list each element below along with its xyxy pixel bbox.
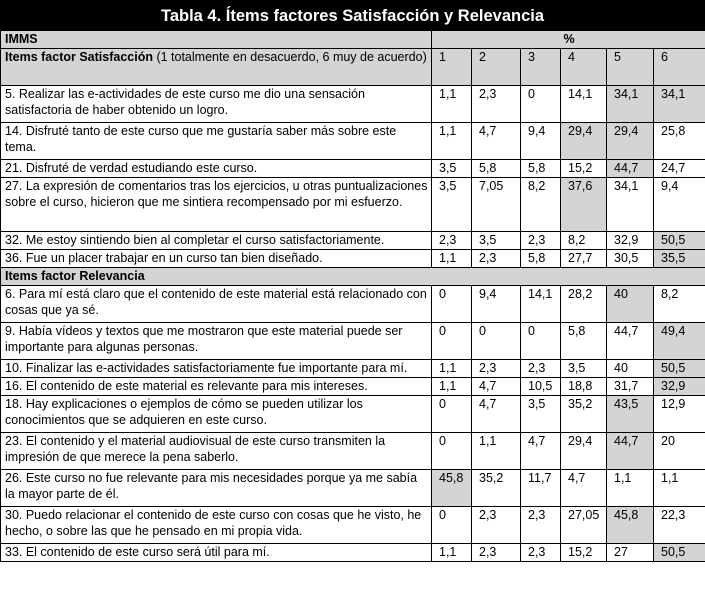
percent-cell-2: 2,3 xyxy=(472,250,521,268)
percent-cell-4: 35,2 xyxy=(561,396,607,433)
item-text: 6. Para mí está claro que el contenido de este material está relacionado con cosas que ya sé. xyxy=(1,286,432,323)
table-row xyxy=(1,160,705,178)
scale-4: 4 xyxy=(561,49,607,86)
percent-cell-2: 2,3 xyxy=(472,360,521,378)
percent-cell-5: 30,5 xyxy=(607,250,654,268)
percent-cell-3: 0 xyxy=(521,86,561,123)
percent-cell-1: 3,5 xyxy=(432,160,472,178)
percent-cell-5: 45,8 xyxy=(607,507,654,544)
table-row xyxy=(1,378,705,396)
percent-cell-1: 0 xyxy=(432,396,472,433)
percent-cell-5: 44,7 xyxy=(607,323,654,360)
percent-cell-4: 29,4 xyxy=(561,433,607,470)
percent-cell-5: 31,7 xyxy=(607,378,654,396)
percent-cell-1: 45,8 xyxy=(432,470,472,507)
percent-cell-6: 1,1 xyxy=(654,470,705,507)
percent-cell-3: 14,1 xyxy=(521,286,561,323)
percent-cell-4: 5,8 xyxy=(561,323,607,360)
percent-cell-1: 1,1 xyxy=(432,123,472,160)
percent-cell-5: 40 xyxy=(607,360,654,378)
percent-cell-1: 1,1 xyxy=(432,250,472,268)
percent-cell-6: 50,5 xyxy=(654,360,705,378)
percent-cell-4: 3,5 xyxy=(561,360,607,378)
item-text: 36. Fue un placer trabajar en un curso tan bien diseñado. xyxy=(1,250,432,268)
percent-cell-3: 9,4 xyxy=(521,123,561,160)
header-row xyxy=(1,31,705,49)
percent-cell-6: 20 xyxy=(654,433,705,470)
table-row xyxy=(1,250,705,268)
table-row xyxy=(1,360,705,378)
scale-5: 5 xyxy=(607,49,654,86)
percent-cell-6: 34,1 xyxy=(654,86,705,123)
percent-cell-1: 1,1 xyxy=(432,544,472,562)
percent-cell-4: 29,4 xyxy=(561,123,607,160)
percent-cell-6: 32,9 xyxy=(654,378,705,396)
section-relevance-row xyxy=(1,268,705,286)
item-text: 21. Disfruté de verdad estudiando este curso. xyxy=(1,160,432,178)
percent-cell-5: 32,9 xyxy=(607,232,654,250)
percent-cell-4: 14,1 xyxy=(561,86,607,123)
percent-cell-5: 40 xyxy=(607,286,654,323)
header-percent: % xyxy=(432,31,705,49)
item-text: 10. Finalizar las e-actividades satisfactoriamente fue importante para mí. xyxy=(1,360,432,378)
percent-cell-1: 3,5 xyxy=(432,178,472,232)
percent-cell-3: 5,8 xyxy=(521,160,561,178)
percent-cell-3: 5,8 xyxy=(521,250,561,268)
percent-cell-6: 8,2 xyxy=(654,286,705,323)
percent-cell-2: 4,7 xyxy=(472,396,521,433)
percent-cell-2: 1,1 xyxy=(472,433,521,470)
percent-cell-3: 2,3 xyxy=(521,232,561,250)
percent-cell-4: 15,2 xyxy=(561,160,607,178)
percent-cell-2: 9,4 xyxy=(472,286,521,323)
table-row xyxy=(1,123,705,160)
percent-cell-4: 4,7 xyxy=(561,470,607,507)
percent-cell-1: 0 xyxy=(432,286,472,323)
percent-cell-2: 2,3 xyxy=(472,507,521,544)
table-row xyxy=(1,323,705,360)
table-row xyxy=(1,544,705,562)
percent-cell-5: 44,7 xyxy=(607,160,654,178)
percent-cell-2: 2,3 xyxy=(472,544,521,562)
percent-cell-6: 12,9 xyxy=(654,396,705,433)
item-text: 33. El contenido de este curso será útil para mí. xyxy=(1,544,432,562)
percent-cell-2: 5,8 xyxy=(472,160,521,178)
section-satisfaction-row xyxy=(1,49,705,86)
section-satisfaction-title: Items factor Satisfacción xyxy=(5,50,153,64)
scale-1: 1 xyxy=(432,49,472,86)
percent-cell-5: 34,1 xyxy=(607,178,654,232)
percent-cell-3: 8,2 xyxy=(521,178,561,232)
percent-cell-2: 0 xyxy=(472,323,521,360)
item-text: 18. Hay explicaciones o ejemplos de cómo se pueden utilizar los conocimientos que se adquieren en este curso. xyxy=(1,396,432,433)
table-row xyxy=(1,507,705,544)
section-relevance-label: Items factor Relevancia xyxy=(1,268,705,286)
table-row xyxy=(1,286,705,323)
percent-cell-3: 3,5 xyxy=(521,396,561,433)
percent-cell-3: 2,3 xyxy=(521,544,561,562)
item-text: 32. Me estoy sintiendo bien al completar el curso satisfactoriamente. xyxy=(1,232,432,250)
table-title: Tabla 4. Ítems factores Satisfacción y Relevancia xyxy=(0,0,705,30)
scale-3: 3 xyxy=(521,49,561,86)
percent-cell-5: 43,5 xyxy=(607,396,654,433)
percent-cell-3: 10,5 xyxy=(521,378,561,396)
percent-cell-2: 4,7 xyxy=(472,378,521,396)
percent-cell-3: 0 xyxy=(521,323,561,360)
percent-cell-6: 35,5 xyxy=(654,250,705,268)
percent-cell-5: 1,1 xyxy=(607,470,654,507)
percent-cell-2: 7,05 xyxy=(472,178,521,232)
percent-cell-4: 28,2 xyxy=(561,286,607,323)
percent-cell-6: 22,3 xyxy=(654,507,705,544)
percent-cell-3: 4,7 xyxy=(521,433,561,470)
percent-cell-6: 9,4 xyxy=(654,178,705,232)
table-row xyxy=(1,470,705,507)
item-text: 9. Había vídeos y textos que me mostraron que este material puede ser importante para algunas personas. xyxy=(1,323,432,360)
percent-cell-2: 3,5 xyxy=(472,232,521,250)
percent-cell-2: 2,3 xyxy=(472,86,521,123)
percent-cell-1: 0 xyxy=(432,433,472,470)
percent-cell-6: 50,5 xyxy=(654,232,705,250)
percent-cell-4: 37,6 xyxy=(561,178,607,232)
percent-cell-4: 18,8 xyxy=(561,378,607,396)
percent-cell-1: 1,1 xyxy=(432,378,472,396)
percent-cell-4: 15,2 xyxy=(561,544,607,562)
item-text: 5. Realizar las e-actividades de este curso me dio una sensación satisfactoria de haber obtenido un logro. xyxy=(1,86,432,123)
table-body xyxy=(1,31,705,562)
scale-6: 6 xyxy=(654,49,705,86)
percent-cell-6: 49,4 xyxy=(654,323,705,360)
percent-cell-6: 50,5 xyxy=(654,544,705,562)
percent-cell-5: 27 xyxy=(607,544,654,562)
item-text: 14. Disfruté tanto de este curso que me gustaría saber más sobre este tema. xyxy=(1,123,432,160)
table-row xyxy=(1,232,705,250)
percent-cell-1: 0 xyxy=(432,507,472,544)
item-text: 23. El contenido y el material audiovisual de este curso transmiten la impresión de que merece la pena saberlo. xyxy=(1,433,432,470)
table-row xyxy=(1,396,705,433)
header-imms: IMMS xyxy=(1,31,432,49)
percent-cell-2: 35,2 xyxy=(472,470,521,507)
item-text: 26. Este curso no fue relevante para mis necesidades porque ya me sabía la mayor parte de él. xyxy=(1,470,432,507)
section-satisfaction-scale-note: (1 totalmente en desacuerdo, 6 muy de acuerdo) xyxy=(152,50,427,64)
table-row xyxy=(1,86,705,123)
percent-cell-3: 2,3 xyxy=(521,507,561,544)
table-row xyxy=(1,178,705,232)
percent-cell-4: 8,2 xyxy=(561,232,607,250)
percent-cell-4: 27,7 xyxy=(561,250,607,268)
imms-table xyxy=(0,30,705,562)
percent-cell-3: 11,7 xyxy=(521,470,561,507)
percent-cell-1: 0 xyxy=(432,323,472,360)
scale-2: 2 xyxy=(472,49,521,86)
percent-cell-6: 25,8 xyxy=(654,123,705,160)
percent-cell-3: 2,3 xyxy=(521,360,561,378)
percent-cell-1: 2,3 xyxy=(432,232,472,250)
item-text: 16. El contenido de este material es relevante para mis intereses. xyxy=(1,378,432,396)
percent-cell-5: 44,7 xyxy=(607,433,654,470)
item-text: 27. La expresión de comentarios tras los ejercicios, u otras puntualizaciones sobre el curso, hicieron que me sintiera recompensado por mi esfuerzo. xyxy=(1,178,432,232)
percent-cell-1: 1,1 xyxy=(432,360,472,378)
percent-cell-4: 27,05 xyxy=(561,507,607,544)
percent-cell-1: 1,1 xyxy=(432,86,472,123)
percent-cell-5: 29,4 xyxy=(607,123,654,160)
percent-cell-2: 4,7 xyxy=(472,123,521,160)
percent-cell-6: 24,7 xyxy=(654,160,705,178)
section-satisfaction-label xyxy=(1,49,432,86)
table-row xyxy=(1,433,705,470)
percent-cell-5: 34,1 xyxy=(607,86,654,123)
item-text: 30. Puedo relacionar el contenido de este curso con cosas que he visto, he hecho, o sobre las que he pensado en mi propia vida. xyxy=(1,507,432,544)
